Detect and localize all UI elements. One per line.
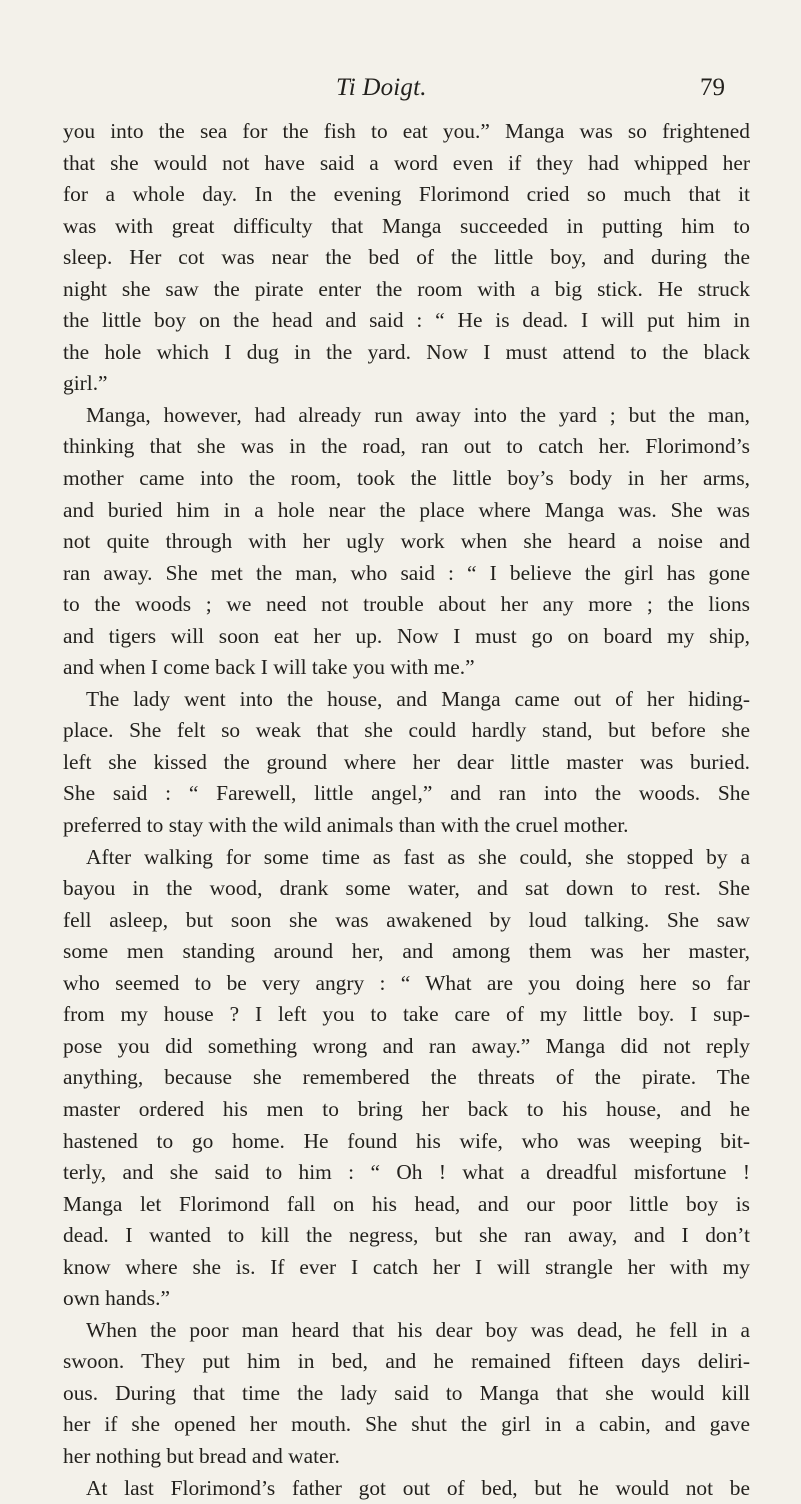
text-line: own hands.” [63,1286,170,1311]
text-line: not quite through with her ugly work when she heard a noise and [63,529,750,554]
text-line: preferred to stay with the wild animals than with the cruel mother. [63,813,629,838]
text-line: After walking for some time as fast as she could, she stopped by a [86,844,750,869]
running-title: Ti Doigt. [336,74,427,101]
text-line: that she would not have said a word even if they had whipped her [63,150,750,175]
text-line: was with great difficulty that Manga succeeded in putting him to [63,213,750,238]
text-line: ran away. She met the man, who said : “ I believe the girl has gone [63,560,750,585]
text-line: girl.” [63,371,108,396]
text-line: hastened to go home. He found his wife, who was weeping bit- [63,1128,750,1153]
text-line: to the woods ; we need not trouble about her any more ; the lions [63,592,750,617]
text-line: for a whole day. In the evening Florimond cried so much that it [63,182,750,207]
text-line: dead. I wanted to kill the negress, but she ran away, and I don’t [63,1223,750,1248]
text-line: her nothing but bread and water. [63,1443,340,1468]
text-line: the hole which I dug in the yard. Now I must attend to the black [63,339,750,364]
text-line: The lady went into the house, and Manga came out of her hiding- [86,686,750,711]
text-line: swoon. They put him in bed, and he remained fifteen days deliri- [63,1349,750,1374]
text-line: sleep. Her cot was near the bed of the little boy, and during the [63,245,750,270]
text-line: and when I come back I will take you with me.” [63,655,475,680]
text-line: the little boy on the head and said : “ He is dead. I will put him in [63,308,750,333]
text-line: and buried him in a hole near the place where Manga was. She was [63,497,750,522]
text-line: left she kissed the ground where her dear little master was buried. [63,749,750,774]
text-line: thinking that she was in the road, ran out to catch her. Florimond’s [63,434,750,459]
page-header [0,74,801,104]
text-line: terly, and she said to him : “ Oh ! what a dreadful misfortune ! [63,1160,750,1185]
page-number: 79 [700,74,725,101]
text-line: When the poor man heard that his dear boy was dead, he fell in a [86,1317,750,1342]
text-line: night she saw the pirate enter the room with a big stick. He struck [63,276,750,301]
text-line: She said : “ Farewell, little angel,” and ran into the woods. She [63,781,750,806]
text-line: Manga let Florimond fall on his head, and our poor little boy is [63,1191,750,1216]
text-line: anything, because she remembered the threats of the pirate. The [63,1065,750,1090]
text-line: some men standing around her, and among them was her master, [63,939,750,964]
text-line: master ordered his men to bring her back to his house, and he [63,1096,750,1121]
text-line: from my house ? I left you to take care of my little boy. I sup- [63,1002,750,1027]
text-line: you into the sea for the fish to eat you.” Manga was so frightened [63,119,750,143]
text-line: place. She felt so weak that she could hardly stand, but before she [63,718,750,743]
text-line: bayou in the wood, drank some water, and sat down to rest. She [63,876,750,901]
text-line: At last Florimond’s father got out of bed, but he would not be [86,1475,750,1500]
text-line: mother came into the room, took the little boy’s body in her arms, [63,466,750,491]
body-text [63,116,750,1504]
text-line: know where she is. If ever I catch her I will strangle her with my [63,1254,750,1279]
text-line: pose you did something wrong and ran away.” Manga did not reply [63,1033,750,1058]
text-line: Manga, however, had already run away into the yard ; but the man, [86,402,750,427]
text-line: ous. During that time the lady said to Manga that she would kill [63,1380,750,1405]
text-line: and tigers will soon eat her up. Now I must go on board my ship, [63,623,750,648]
text-line: fell asleep, but soon she was awakened by loud talking. She saw [63,907,750,932]
text-line: who seemed to be very angry : “ What are you doing here so far [63,970,750,995]
text-line: her if she opened her mouth. She shut the girl in a cabin, and gave [63,1412,750,1437]
